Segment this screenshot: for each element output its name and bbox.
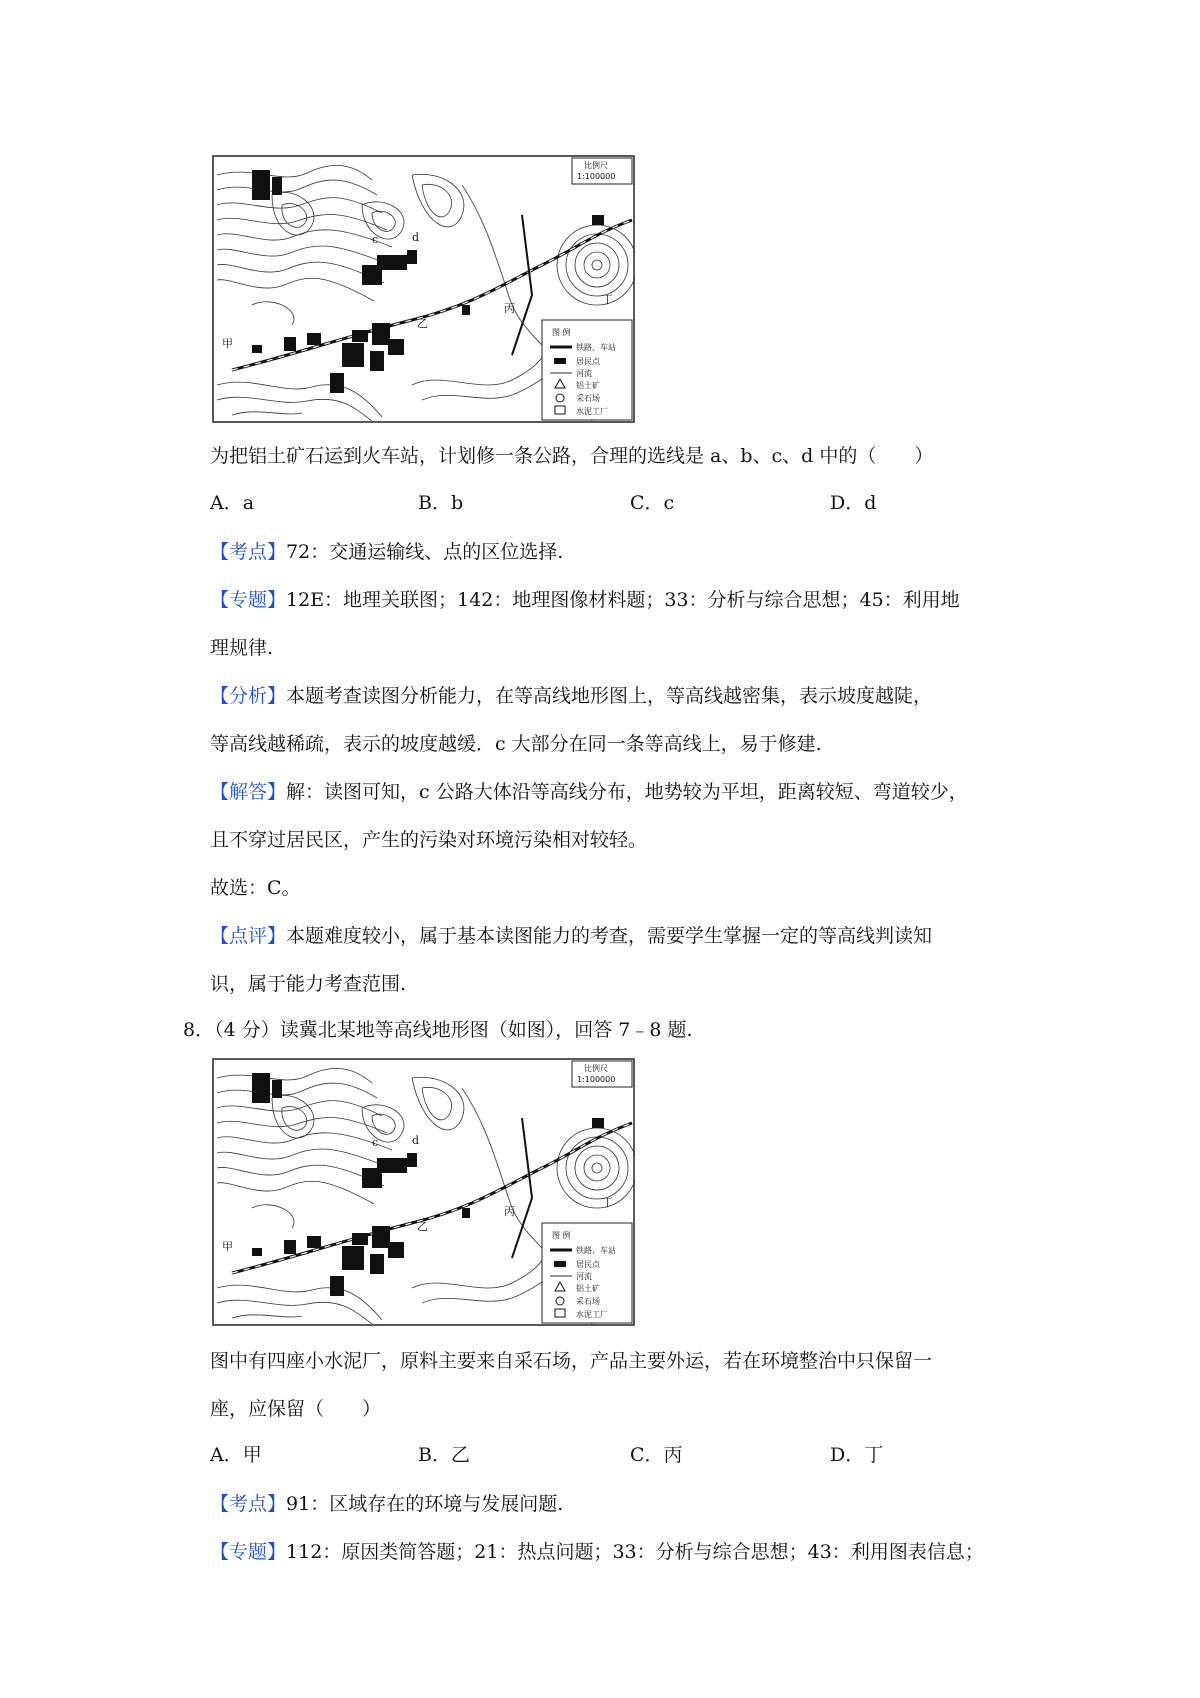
label-d: d xyxy=(412,231,420,244)
legend-bauxite: 铝土矿 xyxy=(576,1284,600,1293)
contour-map-2 xyxy=(212,1058,635,1326)
q8-option-c: C．丙 xyxy=(630,1444,683,1466)
contour-map-1 xyxy=(212,155,635,423)
label-bing: 丙 xyxy=(504,1205,515,1218)
zhuanti-text-1: 12E：地理关联图；142：地理图像材料题；33：分析与综合思想；45：利用地 xyxy=(286,589,960,611)
label-jia: 甲 xyxy=(222,1240,233,1253)
q7-option-a: A．a xyxy=(210,492,255,514)
jieda-text-1: 解：读图可知，c 公路大体沿等高线分布，地势较为平坦，距离较短、弯道较少， xyxy=(286,781,968,803)
legend-title: 图 例 xyxy=(552,328,571,337)
legend-bauxite: 铝土矿 xyxy=(576,381,600,390)
legend-river: 河流 xyxy=(576,1272,592,1281)
contour-map-drawing xyxy=(212,1058,635,1326)
q7-kaodian xyxy=(210,539,563,565)
contour-map-drawing xyxy=(212,155,635,423)
legend-settlement: 居民点 xyxy=(576,357,600,366)
fenxi-text-1: 本题考查读图分析能力，在等高线地形图上，等高线越密集，表示坡度越陡， xyxy=(286,685,933,707)
scale-value: 1:100000 xyxy=(577,1075,616,1084)
q7-answer: 故选：C。 xyxy=(210,877,301,899)
q7-fenxi-cont: 等高线越稀疏，表示的坡度越缓．c 大部分在同一条等高线上，易于修建. xyxy=(210,733,822,755)
legend-title: 图 例 xyxy=(552,1231,571,1240)
legend-settlement: 居民点 xyxy=(576,1260,600,1269)
fenxi-tag: 【分析】 xyxy=(210,685,287,707)
q7-zhuanti xyxy=(210,587,960,613)
scale-label: 比例尺 xyxy=(584,1064,608,1073)
label-jia: 甲 xyxy=(222,337,233,350)
label-c: c xyxy=(372,1136,379,1149)
q7-option-d: D．d xyxy=(830,492,877,514)
label-c: c xyxy=(372,233,379,246)
kaodian-text: 72：交通运输线、点的区位选择. xyxy=(286,541,564,563)
q8-kaodian xyxy=(210,1491,563,1517)
q8-stem-2: 座，应保留（ ） xyxy=(210,1398,382,1420)
kaodian-text: 91：区域存在的环境与发展问题. xyxy=(286,1493,564,1515)
kaodian-tag: 【考点】 xyxy=(210,541,287,563)
dianping-text-1: 本题难度较小，属于基本读图能力的考查，需要学生掌握一定的等高线判读知 xyxy=(286,925,933,947)
legend-cement: 水泥工厂 xyxy=(576,1310,608,1319)
q7-fenxi xyxy=(210,683,932,709)
kaodian-tag: 【考点】 xyxy=(210,1493,287,1515)
q7-stem: 为把铝土矿石运到火车站，计划修一条公路，合理的选线是 a、b、c、d 中的（ ） xyxy=(210,445,934,467)
q7-zhuanti-cont: 理规律. xyxy=(210,637,274,659)
zhuanti-text: 112：原因类简答题；21：热点问题；33：分析与综合思想；43：利用图表信息； xyxy=(286,1541,984,1563)
zhuanti-tag: 【专题】 xyxy=(210,589,287,611)
legend-quarry: 采石场 xyxy=(576,394,600,403)
q8-option-d: D．丁 xyxy=(830,1444,884,1466)
q7-dianping xyxy=(210,923,932,949)
scale-label: 比例尺 xyxy=(584,161,608,170)
q7-dianping-cont: 识，属于能力考查范围. xyxy=(210,973,407,995)
label-d: d xyxy=(412,1134,420,1147)
q7-jieda-cont: 且不穿过居民区，产生的污染对环境污染相对较轻。 xyxy=(210,829,648,851)
legend-quarry: 采石场 xyxy=(576,1297,600,1306)
scale-value: 1:100000 xyxy=(577,172,616,181)
label-bing: 丙 xyxy=(504,302,515,315)
q7-option-b: B．b xyxy=(418,492,464,514)
legend-railway: 铁路、车站 xyxy=(576,343,616,352)
label-ding: 丁 xyxy=(602,293,613,306)
legend-railway: 铁路、车站 xyxy=(576,1246,616,1255)
label-ding: 丁 xyxy=(602,1196,613,1209)
q7-jieda xyxy=(210,779,968,805)
q7-option-c: C．c xyxy=(630,492,675,514)
q8-option-a: A．甲 xyxy=(210,1444,262,1466)
q8-header: 8．（4 分）读冀北某地等高线地形图（如图），回答 7﹣8 题. xyxy=(183,1019,693,1041)
legend-cement: 水泥工厂 xyxy=(576,407,608,416)
legend-river: 河流 xyxy=(576,369,592,378)
label-yi: 乙 xyxy=(417,317,428,330)
q8-stem-1: 图中有四座小水泥厂，原料主要来自采石场，产品主要外运，若在环境整治中只保留一 xyxy=(210,1350,933,1372)
q8-option-b: B．乙 xyxy=(418,1444,470,1466)
zhuanti-tag: 【专题】 xyxy=(210,1541,287,1563)
q8-zhuanti xyxy=(210,1539,984,1565)
jieda-tag: 【解答】 xyxy=(210,781,287,803)
label-yi: 乙 xyxy=(417,1220,428,1233)
dianping-tag: 【点评】 xyxy=(210,925,287,947)
